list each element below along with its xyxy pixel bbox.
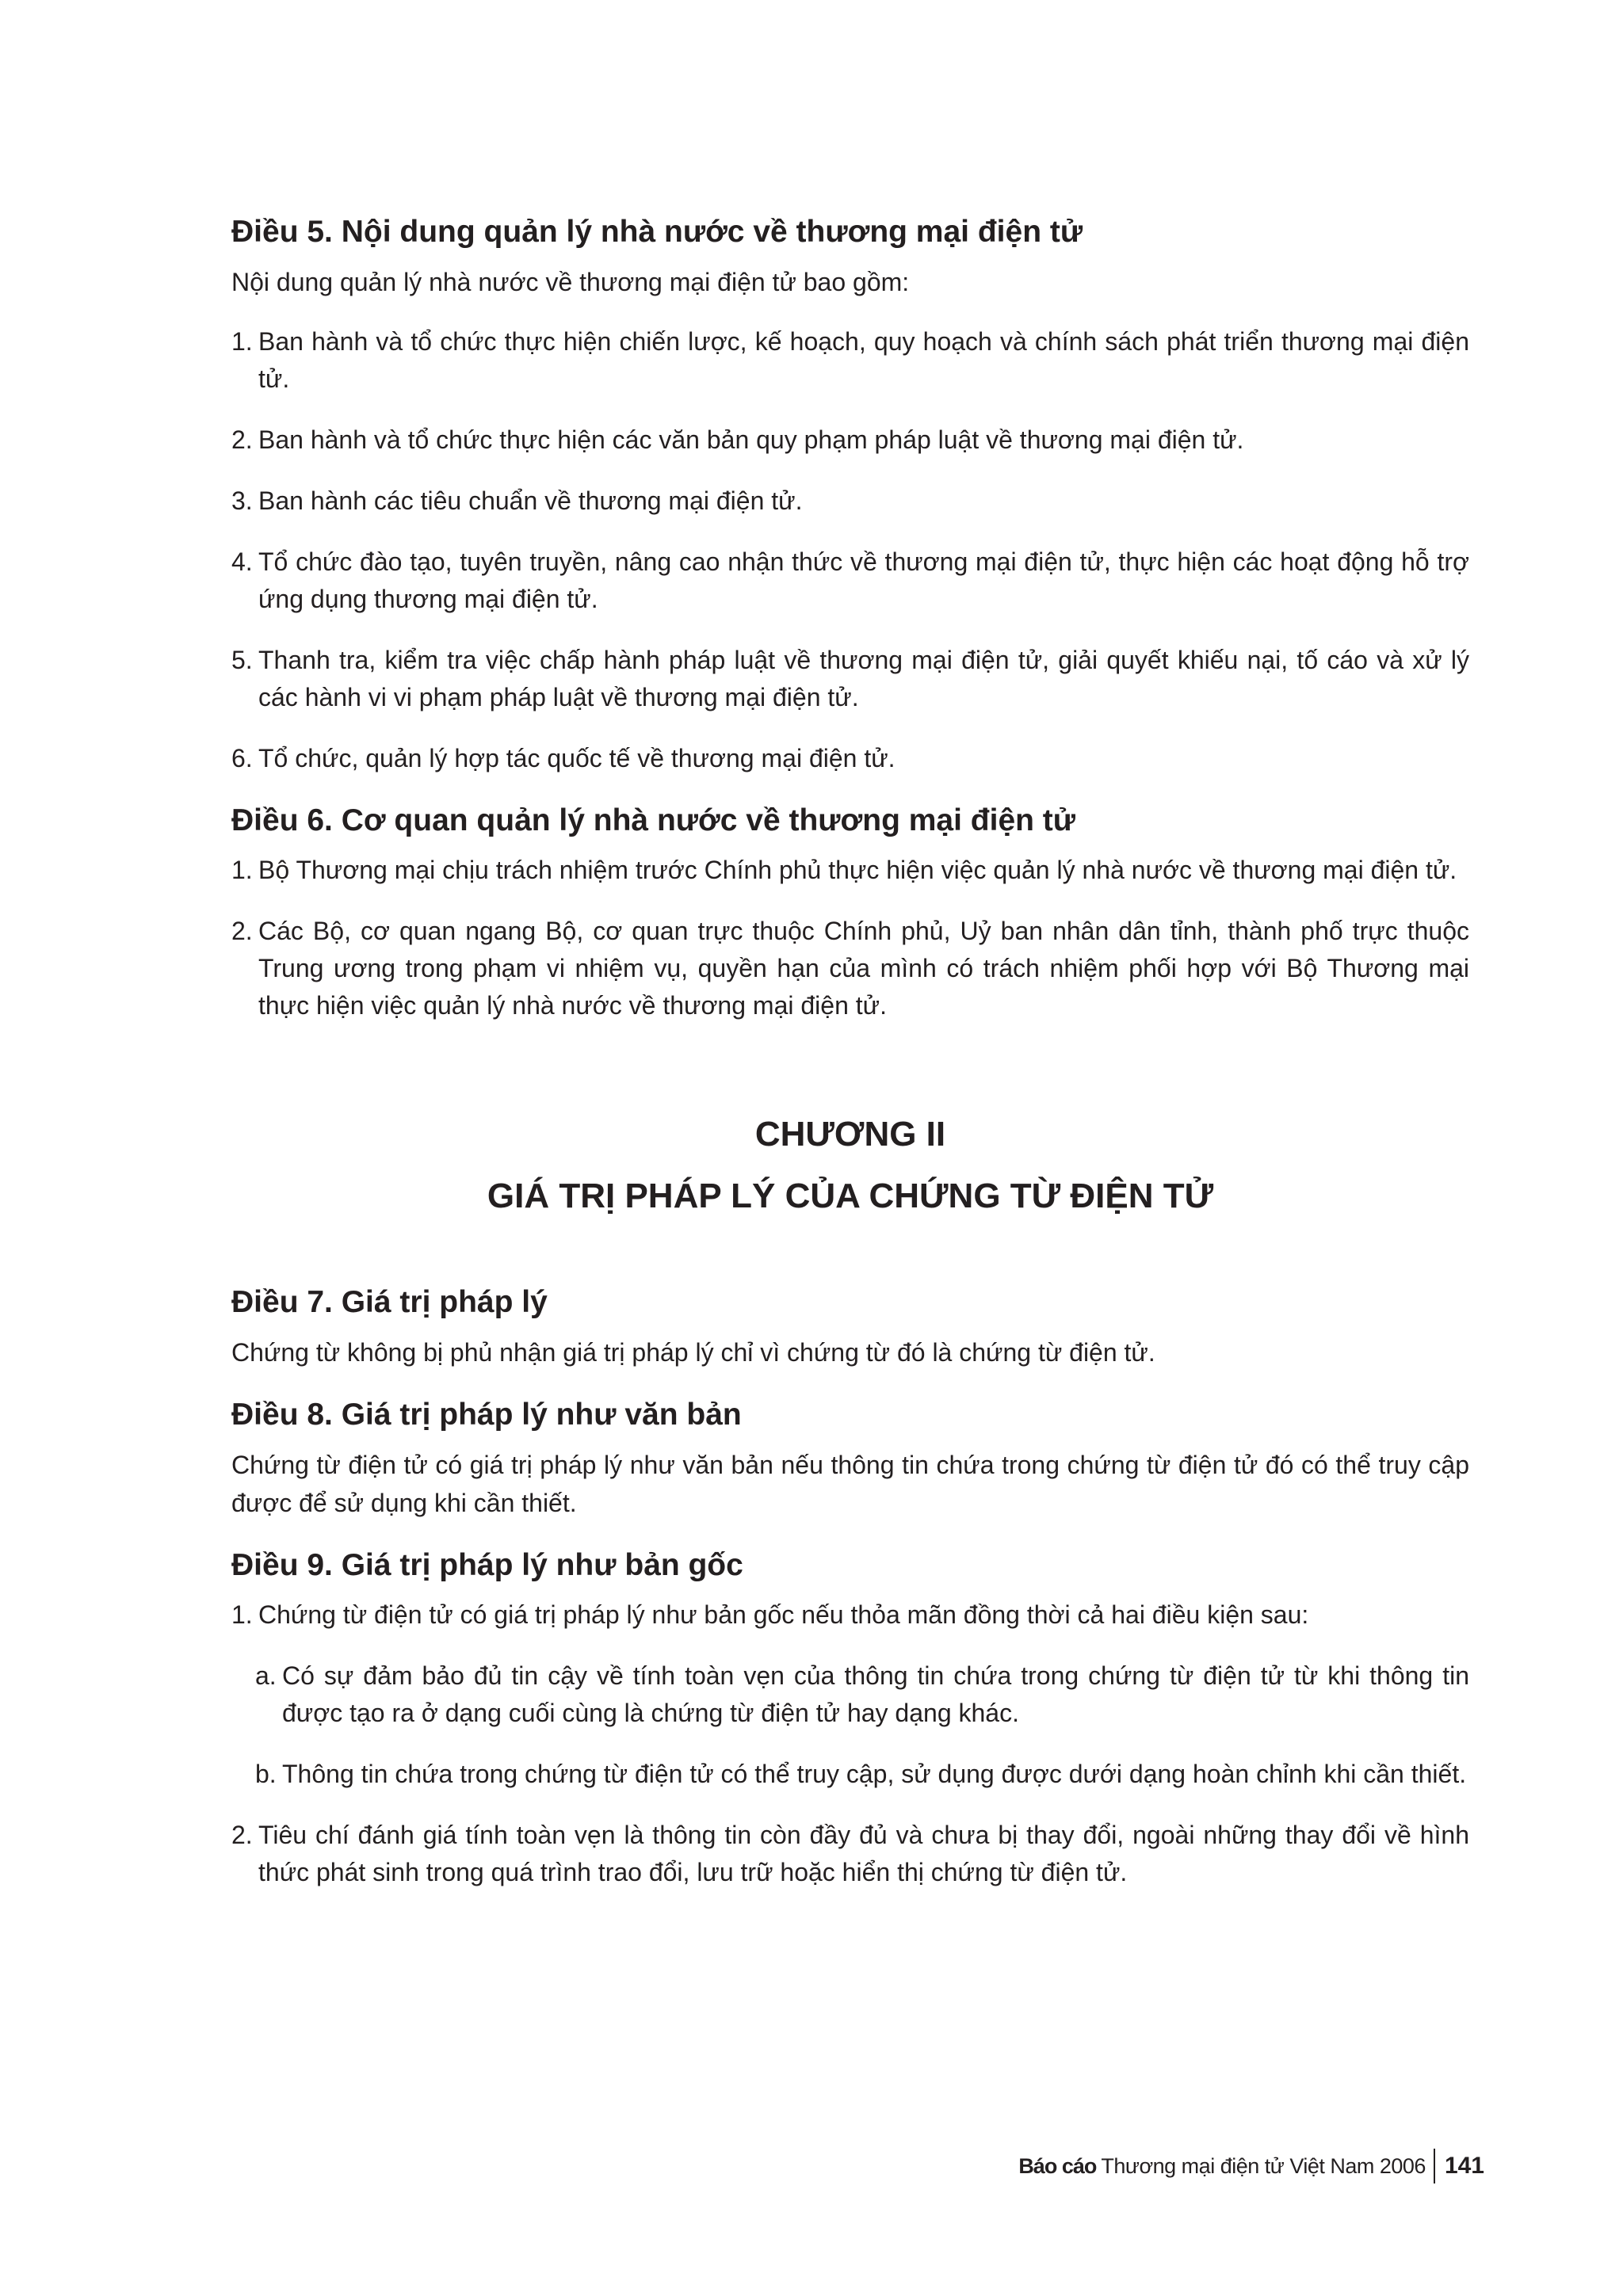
article-6-heading: Điều 6. Cơ quan quản lý nhà nước về thương mại điện tử [231,803,1076,837]
item-number: 1. [231,1600,253,1629]
footer-divider [1434,2149,1435,2183]
sub-list-item [231,1657,1469,1732]
item-number: 2. [231,425,253,454]
item-letter: b. [255,1760,277,1788]
list-item [231,482,1469,520]
article-9 [231,1546,1469,1891]
article-5-list [231,323,1469,777]
item-text: Có sự đảm bảo đủ tin cậy về tính toàn vẹn của thông tin chứa trong chứng từ điện tử từ khi thông tin được tạo ra ở dạng cuối cùng là chứng từ điện tử hay dạng khác. [282,1661,1469,1727]
item-text: Ban hành các tiêu chuẩn về thương mại điện tử. [258,486,803,515]
item-text: Bộ Thương mại chịu trách nhiệm trước Chính phủ thực hiện việc quản lý nhà nước về thương mại điện tử. [258,856,1457,884]
item-text: Tiêu chí đánh giá tính toàn vẹn là thông tin còn đầy đủ và chưa bị thay đổi, ngoài những thay đổi về hình thức phát sinh trong quá trình trao đổi, lưu trữ hoặc hiển thị chứng từ điện tử. [258,1821,1469,1886]
list-item [231,421,1469,459]
article-8 [231,1395,1469,1522]
document-page [231,212,1469,1915]
article-9-list-continued [231,1817,1469,1891]
item-text: Tổ chức đào tạo, tuyên truyền, nâng cao nhận thức về thương mại điện tử, thực hiện các hoạt động hỗ trợ ứng dụng thương mại điện tử. [258,547,1469,613]
list-item [231,642,1469,716]
article-5-heading: Điều 5. Nội dung quản lý nhà nước về thương mại điện tử [231,215,1083,249]
chapter-title [231,1104,1469,1227]
list-item [231,852,1469,889]
article-8-heading: Điều 8. Giá trị pháp lý như văn bản [231,1398,742,1432]
item-text: Tổ chức, quản lý hợp tác quốc tế về thương mại điện tử. [258,744,896,772]
list-item [231,740,1469,777]
list-item [231,913,1469,1024]
article-9-list [231,1596,1469,1634]
article-7 [231,1283,1469,1371]
item-text: Chứng từ điện tử có giá trị pháp lý như bản gốc nếu thỏa mãn đồng thời cả hai điều kiện sau: [258,1600,1309,1629]
item-number: 1. [231,327,253,356]
item-text: Ban hành và tổ chức thực hiện các văn bản quy phạm pháp luật về thương mại điện tử. [258,425,1244,454]
item-text: Các Bộ, cơ quan ngang Bộ, cơ quan trực thuộc Chính phủ, Uỷ ban nhân dân tỉnh, thành phố trực thuộc Trung ương trong phạm vi nhiệm vụ, quyền hạn của mình có trách nhiệm phối hợp với Bộ Thương mại thực hiện việc quản lý nhà nước về thương mại điện tử. [258,917,1469,1020]
item-letter: a. [255,1661,277,1690]
sub-list-item [231,1756,1469,1793]
item-number: 5. [231,646,253,674]
article-7-heading: Điều 7. Giá trị pháp lý [231,1285,548,1319]
item-text: Thanh tra, kiểm tra việc chấp hành pháp luật về thương mại điện tử, giải quyết khiếu nại, tố cáo và xử lý các hành vi vi phạm pháp luật về thương mại điện tử. [258,646,1469,711]
item-number: 1. [231,856,253,884]
page-number: 141 [1444,2153,1484,2179]
chapter-name: GIÁ TRỊ PHÁP LÝ CỦA CHỨNG TỪ ĐIỆN TỬ [487,1177,1214,1215]
article-9-heading: Điều 9. Giá trị pháp lý như bản gốc [231,1548,743,1582]
item-text: Thông tin chứa trong chứng từ điện tử có thể truy cập, sử dụng được dưới dạng hoàn chỉnh khi cần thiết. [282,1760,1467,1788]
article-9-sublist [231,1657,1469,1793]
item-number: 3. [231,486,253,515]
chapter-number: CHƯƠNG II [754,1115,946,1154]
list-item [231,1596,1469,1634]
item-number: 6. [231,744,253,772]
item-number: 2. [231,917,253,945]
item-text: Ban hành và tổ chức thực hiện chiến lược, kế hoạch, quy hoạch và chính sách phát triển thương mại điện tử. [258,327,1469,393]
article-6-list [231,852,1469,1024]
list-item [231,323,1469,398]
item-number: 4. [231,547,253,576]
article-8-text: Chứng từ điện tử có giá trị pháp lý như văn bản nếu thông tin chứa trong chứng từ điện tử đó có thể truy cập được để sử dụng khi cần thiết. [231,1451,1469,1517]
item-number: 2. [231,1821,253,1849]
article-6 [231,801,1469,1024]
article-7-text: Chứng từ không bị phủ nhận giá trị pháp lý chỉ vì chứng từ đó là chứng từ điện tử. [231,1338,1155,1367]
list-item [231,1817,1469,1891]
article-5 [231,212,1469,777]
list-item [231,543,1469,618]
footer-title: Thương mại điện tử Việt Nam 2006 [1101,2154,1426,2178]
page-footer [1018,2149,1484,2183]
article-5-intro: Nội dung quản lý nhà nước về thương mại điện tử bao gồm: [231,268,910,296]
footer-brand: Báo cáo [1018,2154,1097,2178]
